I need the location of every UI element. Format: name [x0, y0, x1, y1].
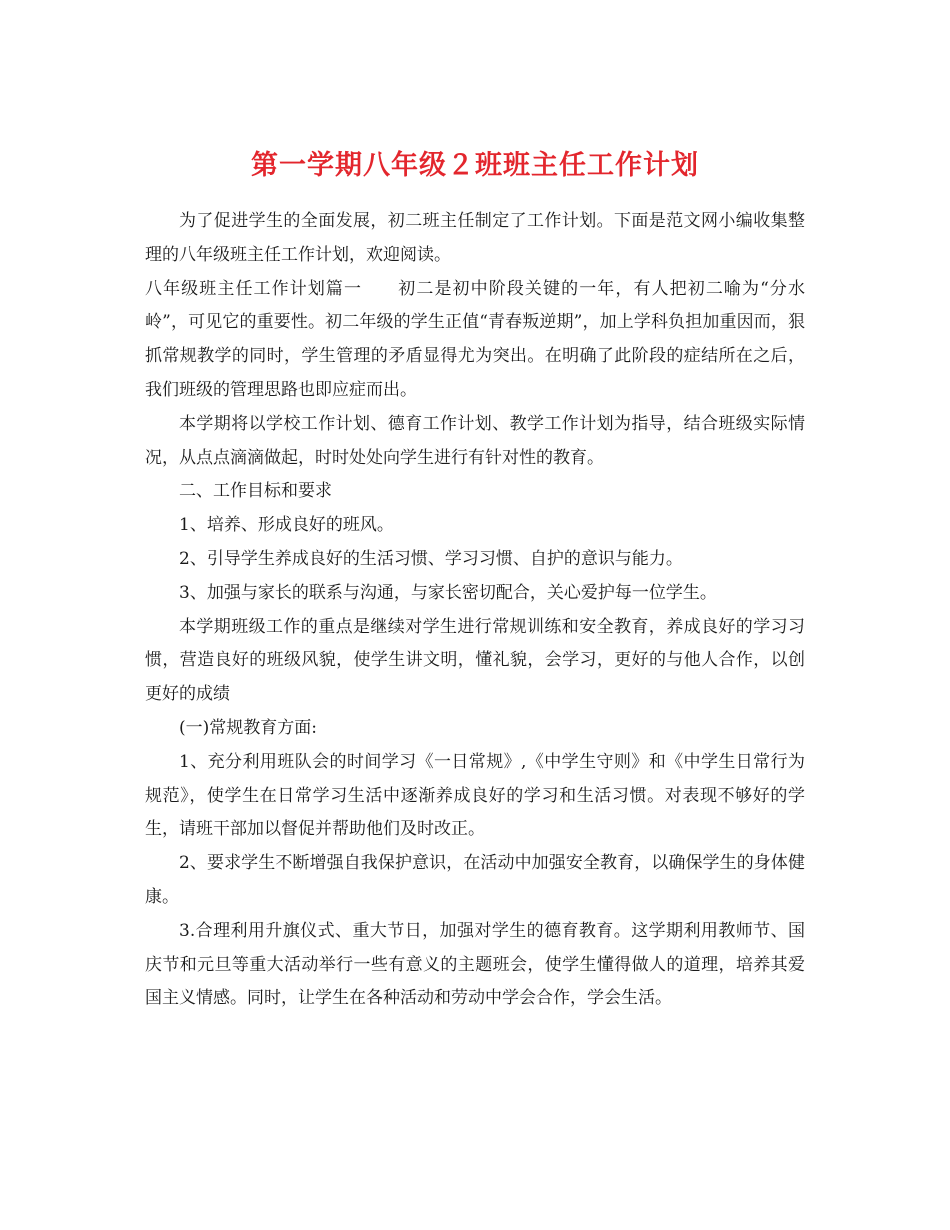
heading-routine-education: (一)常规教育方面:	[179, 717, 317, 738]
list-item-goal-1: 1、培养、形成良好的班风。	[179, 515, 394, 536]
paragraph-guidance: 本学期将以学校工作计划、德育工作计划、教学工作计划为指导，结合班级实际情况，从点点滴滴做起，时时处处向学生进行有针对性的教育。	[145, 413, 805, 468]
list-item-routine-3: 3.合理利用升旗仪式、重大节日，加强对学生的德育教育。这学期利用教师节、国庆节和元旦等重大活动举行一些有意义的主题班会，使学生懂得做人的道理，培养其爱国主义情感。同时，让学生在各种活动和劳动中学会合作，学会生活。	[145, 920, 805, 1009]
document-title: 第一学期八年级２班班主任工作计划	[251, 150, 699, 182]
list-item-routine-1: 1、充分利用班队会的时间学习《一日常规》,《中学生守则》和《中学生日常行为规范》，使学生在日常学习生活中逐渐养成良好的学习和生活习惯。对表现不够好的学生，请班干部加以督促并帮助他们及时改正。	[145, 751, 805, 840]
paragraph-intro: 为了促进学生的全面发展，初二班主任制定了工作计划。下面是范文网小编收集整理的八年级班主任工作计划，欢迎阅读。	[145, 211, 805, 265]
heading-goals: 二、工作目标和要求	[179, 481, 332, 502]
paragraph-section-one: 八年级班主任工作计划篇一 初二是初中阶段关键的一年，有人把初二喻为“分水岭”，可见它的重要性。初二年级的学生正值“青春叛逆期”，加上学科负担加重因而，狠抓常规教学的同时，学生管理的矛盾显得尤为突出。在明确了此阶段的症结所在之后，我们班级的管理思路也即应症而出。	[145, 278, 805, 400]
list-item-routine-2: 2、要求学生不断增强自我保护意识，在活动中加强安全教育，以确保学生的身体健康。	[145, 853, 805, 907]
paragraph-focus: 本学期班级工作的重点是继续对学生进行常规训练和安全教育，养成良好的学习习惯，营造良好的班级风貌，使学生讲文明，懂礼貌，会学习，更好的与他人合作，以创更好的成绩	[145, 616, 805, 705]
list-item-goal-3: 3、加强与家长的联系与沟通，与家长密切配合，关心爱护每一位学生。	[179, 582, 717, 603]
list-item-goal-2: 2、引导学生养成良好的生活习惯、学习习惯、自护的意识与能力。	[179, 548, 683, 569]
document-body	[145, 205, 805, 1016]
